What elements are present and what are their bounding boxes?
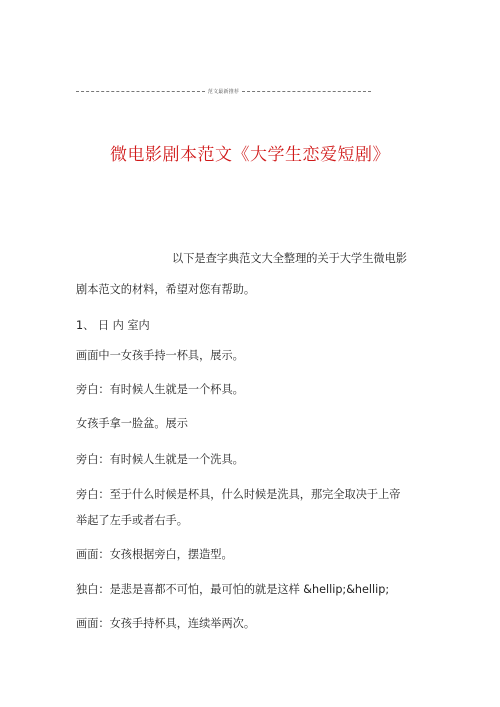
script-line: 旁白：有时候人生就是一个杯具。: [76, 383, 244, 396]
script-line: 旁白：至于什么时候是杯具，什么时候是洗具，那完全取决于上帝: [76, 488, 401, 501]
header-label: 范文最新推荐: [207, 89, 240, 95]
script-line: 画面：女孩手持杯具，连续举两次。: [76, 617, 256, 630]
header-rule-right: [242, 91, 371, 92]
document-title: 微电影剧本范文《大学生恋爱短剧》: [110, 145, 390, 165]
script-line: 画面中一女孩手持一杯具，展示。: [76, 349, 244, 362]
script-line: 旁白：有时候人生就是一个洗具。: [76, 453, 244, 466]
script-line: 举起了左手或者右手。: [76, 514, 188, 527]
script-line: 独白：是悲是喜都不可怕，最可怕的就是这样 &hellip;&hellip;: [76, 583, 390, 596]
scene-heading: 1、 日 内 室内: [76, 319, 150, 332]
script-line: 女孩手拿一脸盆。展示: [76, 417, 188, 430]
script-line: 画面：女孩根据旁白，摆造型。: [76, 548, 233, 561]
intro-line-1: 以下是查字典范文大全整理的关于大学生微电影: [172, 252, 407, 265]
page-header: [76, 88, 371, 95]
header-rule-left: [76, 91, 205, 92]
intro-line-2: 剧本范文的材料，希望对您有帮助。: [76, 283, 256, 296]
